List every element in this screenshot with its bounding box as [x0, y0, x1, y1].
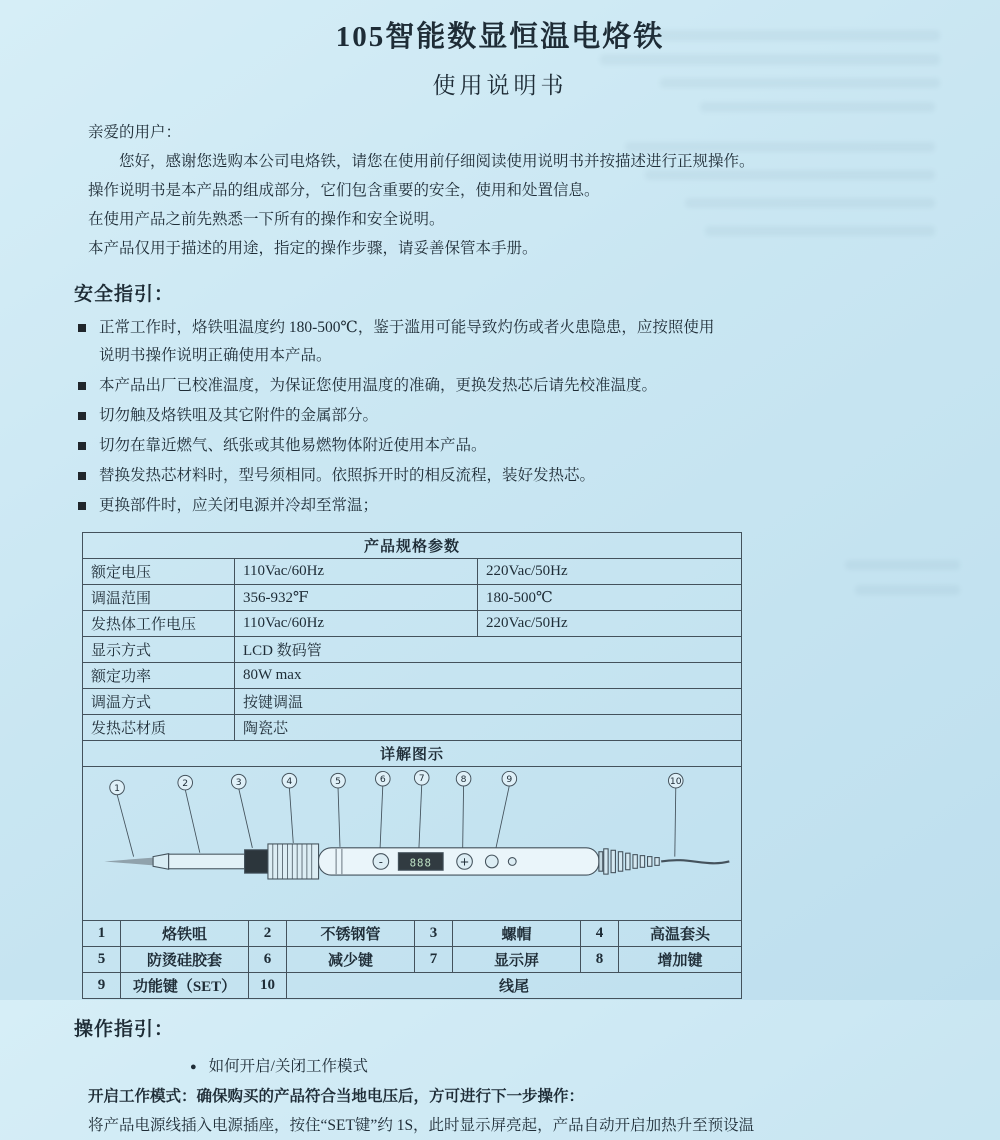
- tip-taper: [153, 854, 169, 870]
- table-row: 发热体工作电压 110Vac/60Hz 220Vac/50Hz: [83, 611, 742, 637]
- bleed-through-artifact: [600, 54, 940, 65]
- display-digits: 888: [409, 856, 432, 870]
- page-title: 105智能数显恒温电烙铁: [335, 21, 665, 53]
- parts-table: [82, 920, 742, 999]
- intro-salutation: 亲爱的用户：: [88, 124, 182, 141]
- spec-table: [82, 532, 742, 921]
- table-row: 9 功能键（SET） 10 线尾: [83, 973, 742, 999]
- dot-bullet-icon: ●: [190, 1061, 197, 1073]
- power-cable: [661, 860, 729, 863]
- plus-glyph: +: [459, 854, 470, 869]
- strain-relief: [604, 849, 659, 874]
- safety-item: 切勿在靠近燃气、纸张或其他易燃物体附近使用本产品。: [78, 432, 1000, 460]
- callout-label: 2: [182, 778, 189, 790]
- callout-label: 7: [418, 773, 425, 785]
- table-row: 发热芯材质 陶瓷芯: [83, 715, 742, 741]
- operation-bullet: ● 如何开启/关闭工作模式: [190, 1052, 922, 1082]
- intro-line: 操作说明书是本产品的组成部分，它们包含重要的安全，使用和处置信息。: [88, 182, 600, 199]
- bleed-through-artifact: [640, 30, 940, 41]
- square-bullet-icon: [78, 472, 86, 480]
- table-row: 显示方式 LCD 数码管: [83, 637, 742, 663]
- square-bullet-icon: [78, 442, 86, 450]
- table-row: 1 烙铁咀 2 不锈钢管 3 螺帽 4 高温套头: [83, 921, 742, 947]
- set-button: [485, 855, 498, 868]
- table-row: 额定电压 110Vac/60Hz 220Vac/50Hz: [83, 559, 742, 585]
- tail-cap: [599, 852, 603, 871]
- callout-label: 9: [506, 774, 513, 786]
- nut: [245, 850, 268, 873]
- operation-line: 开启工作模式：确保购买的产品符合当地电压后，方可进行下一步操作：: [88, 1088, 585, 1105]
- safety-item: 更换部件时，应关闭电源并冷却至常温；: [78, 492, 1000, 520]
- callout-label: 5: [335, 776, 341, 788]
- intro-line: 在使用产品之前先熟悉一下所有的操作和安全说明。: [88, 211, 445, 228]
- safety-item: 正常工作时，烙铁咀温度约 180-500℃，鉴于滥用可能导致灼伤或者火患隐患，应按照使用说明书操作说明正确使用本产品。: [78, 314, 1000, 370]
- page-subtitle: 使用说明书: [432, 73, 568, 98]
- bleed-through-artifact: [645, 170, 935, 180]
- table-row: 调温范围 356-932℉ 180-500℃: [83, 585, 742, 611]
- diagram-title: 详解图示: [83, 741, 742, 767]
- safety-item: 本产品出厂已校准温度，为保证您使用温度的准确，更换发热芯后请先校准温度。: [78, 372, 1000, 400]
- soldering-iron-diagram: [84, 769, 740, 915]
- square-bullet-icon: [78, 382, 86, 390]
- bleed-through-artifact: [685, 198, 935, 208]
- bleed-through-artifact: [855, 585, 960, 595]
- square-bullet-icon: [78, 502, 86, 510]
- operation-line: 将产品电源线插入电源插座，按住“SET键”约 1S，此时显示屏亮起，产品自动开启加热升至预设温: [88, 1117, 755, 1134]
- indicator-dot: [508, 858, 516, 866]
- callout-label: 10: [669, 776, 682, 788]
- callout-label: 8: [460, 774, 467, 786]
- square-bullet-icon: [78, 324, 86, 332]
- bleed-through-artifact: [700, 102, 935, 112]
- diagram-cell: [83, 767, 742, 921]
- operation-heading: 操作指引：: [74, 1019, 175, 1040]
- intro-line: 本产品仅用于描述的用途，指定的操作步骤，请妥善保管本手册。: [88, 240, 538, 257]
- operation-section: [74, 1015, 922, 1140]
- bleed-through-artifact: [705, 226, 935, 236]
- bleed-through-artifact: [660, 78, 940, 88]
- spec-table-title: 产品规格参数: [83, 533, 742, 559]
- table-row: 调温方式 按键调温: [83, 689, 742, 715]
- safety-list: [78, 314, 1000, 520]
- callout-label: 6: [379, 774, 386, 786]
- safety-item: 替换发热芯材料时，型号须相同。依照拆开时的相反流程，装好发热芯。: [78, 462, 1000, 490]
- minus-glyph: -: [378, 854, 383, 869]
- intro-line: 您好，感谢您选购本公司电烙铁，请您在使用前仔细阅读使用说明书并按描述进行正规操作。: [119, 153, 755, 170]
- callout-label: 4: [286, 776, 293, 788]
- table-row: 额定功率 80W max: [83, 663, 742, 689]
- square-bullet-icon: [78, 412, 86, 420]
- bleed-through-artifact: [625, 142, 935, 152]
- table-row: 5 防烫硅胶套 6 减少键 7 显示屏 8 增加键: [83, 947, 742, 973]
- bleed-through-artifact: [845, 560, 960, 570]
- safety-heading: 安全指引：: [74, 284, 175, 305]
- callout-label: 1: [114, 782, 121, 794]
- safety-item: 切勿触及烙铁咀及其它附件的金属部分。: [78, 402, 1000, 430]
- iron-tip: [104, 858, 153, 866]
- stainless-tube: [169, 854, 245, 869]
- intro-section: [88, 118, 922, 263]
- high-temp-sleeve: [268, 844, 319, 879]
- callout-label: 3: [235, 777, 242, 789]
